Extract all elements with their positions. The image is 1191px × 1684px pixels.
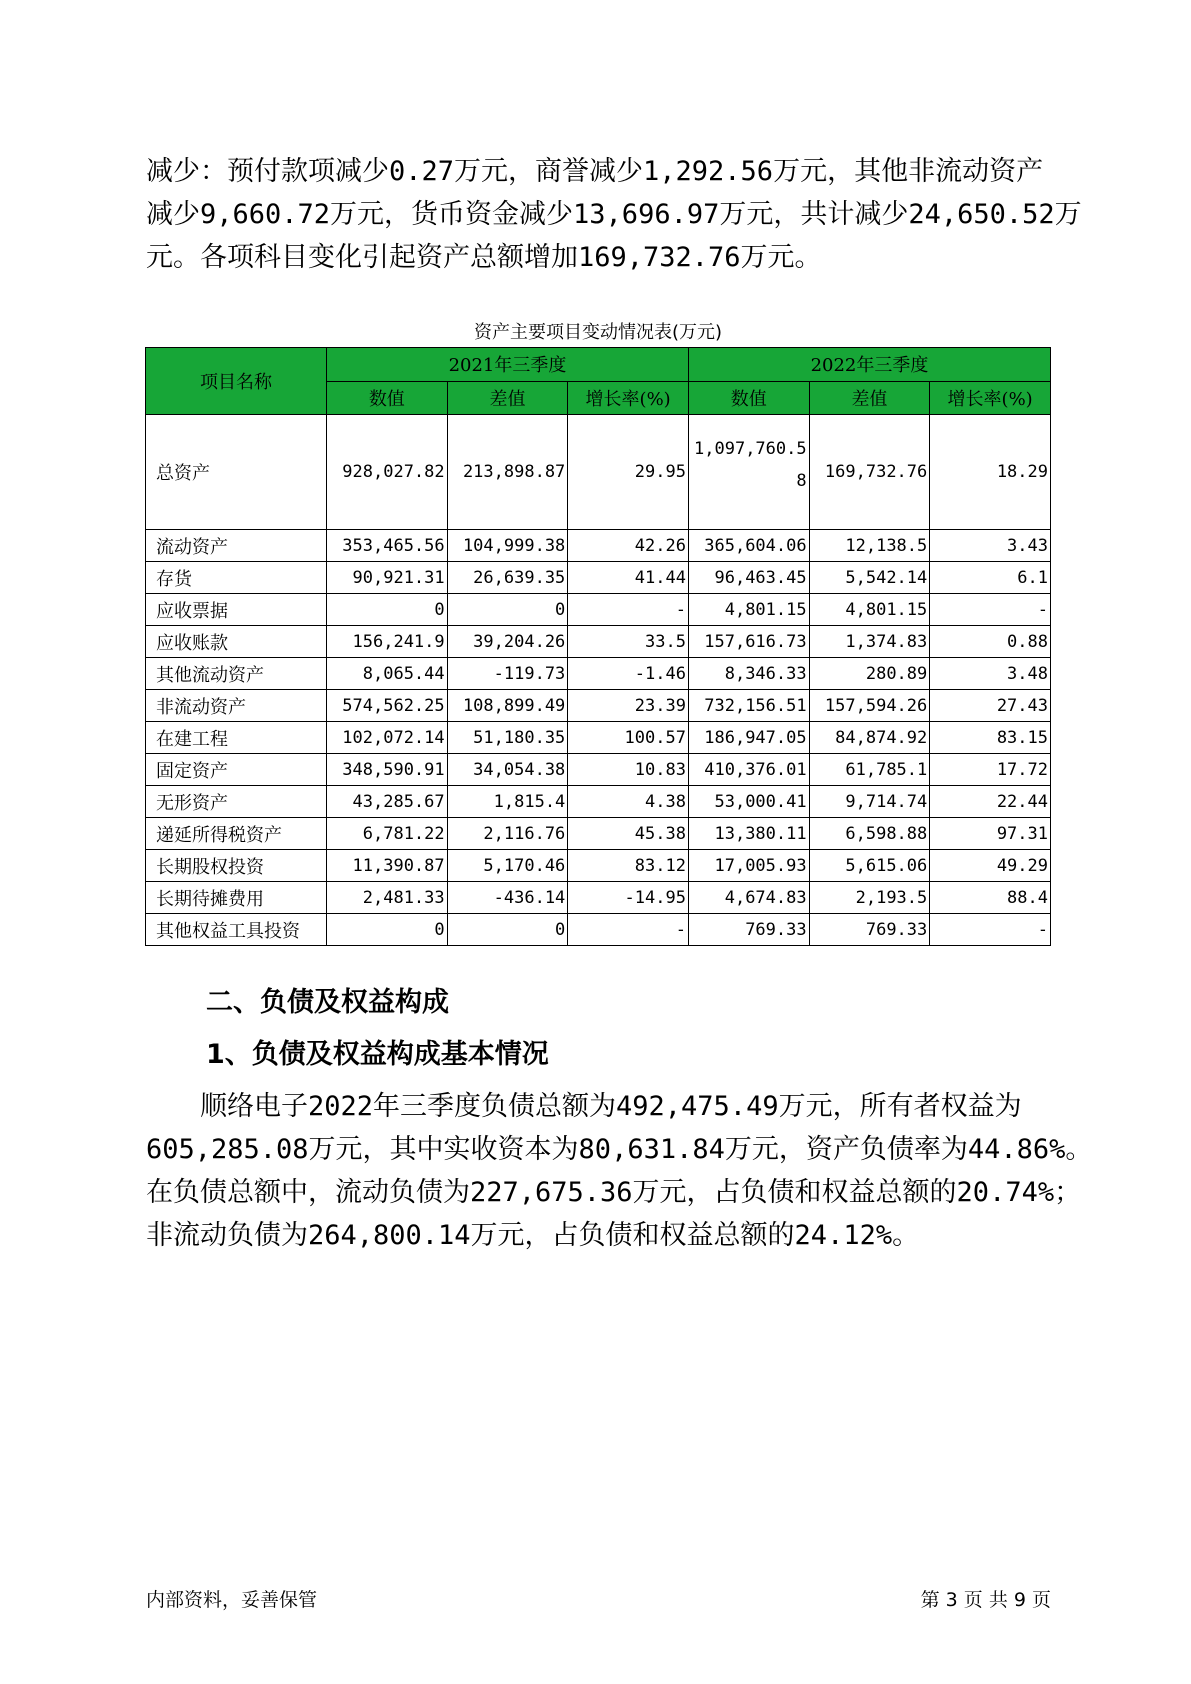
- intro-line-1: 减少：预付款项减少0.27万元，商誉减少1,292.56万元，其他非流动资产: [146, 156, 1044, 187]
- cell-r22: 17.72: [930, 754, 1051, 786]
- table-row: [146, 754, 1051, 786]
- row-label: 固定资产: [146, 754, 327, 786]
- body-paragraph: [146, 1085, 1093, 1257]
- cell-v21: 43,285.67: [326, 786, 447, 818]
- cell-r22: 88.4: [930, 882, 1051, 914]
- cell-v21: 0: [326, 914, 447, 946]
- cell-r22: 6.1: [930, 562, 1051, 594]
- cell-d21: 26,639.35: [447, 562, 568, 594]
- cell-r21: 42.26: [568, 530, 689, 562]
- cell-d21: 34,054.38: [447, 754, 568, 786]
- cell-v22: 13,380.11: [688, 818, 809, 850]
- cell-r22: 49.29: [930, 850, 1051, 882]
- row-label: 应收票据: [146, 594, 327, 626]
- cell-d21: 39,204.26: [447, 626, 568, 658]
- cell-d22: 1,374.83: [809, 626, 930, 658]
- row-label: 总资产: [146, 415, 327, 530]
- col-header-value-2022: 数值: [688, 381, 809, 415]
- asset-change-table: [145, 347, 1051, 946]
- cell-v22: 8,346.33: [688, 658, 809, 690]
- cell-d21: -119.73: [447, 658, 568, 690]
- footer-page-number: 第 3 页 共 9 页: [920, 1589, 1051, 1611]
- table-row: [146, 562, 1051, 594]
- intro-line-3: 元。各项科目变化引起资产总额增加169,732.76万元。: [146, 242, 822, 273]
- cell-d21: 0: [447, 594, 568, 626]
- body-line-1: 顺络电子2022年三季度负债总额为492,475.49万元，所有者权益为: [146, 1091, 1022, 1122]
- col-header-rate-2021: 增长率(%): [568, 381, 689, 415]
- row-label: 长期股权投资: [146, 850, 327, 882]
- cell-d22: 9,714.74: [809, 786, 930, 818]
- row-label: 流动资产: [146, 530, 327, 562]
- cell-d22: 61,785.1: [809, 754, 930, 786]
- table-row: [146, 690, 1051, 722]
- row-label: 递延所得税资产: [146, 818, 327, 850]
- cell-v22: 365,604.06: [688, 530, 809, 562]
- row-label: 非流动资产: [146, 690, 327, 722]
- cell-v21: 0: [326, 594, 447, 626]
- cell-d21: 1,815.4: [447, 786, 568, 818]
- cell-d22: 12,138.5: [809, 530, 930, 562]
- cell-v21: 90,921.31: [326, 562, 447, 594]
- cell-v21: 156,241.9: [326, 626, 447, 658]
- cell-v22: 17,005.93: [688, 850, 809, 882]
- cell-v21: 353,465.56: [326, 530, 447, 562]
- col-header-item-name: 项目名称: [146, 348, 327, 415]
- body-line-4: 非流动负债为264,800.14万元，占负债和权益总额的24.12%。: [146, 1220, 920, 1251]
- cell-d21: 5,170.46: [447, 850, 568, 882]
- table-row: [146, 850, 1051, 882]
- col-group-2022: 2022年三季度: [688, 348, 1050, 382]
- table-row: [146, 818, 1051, 850]
- cell-r21: -1.46: [568, 658, 689, 690]
- cell-r21: -: [568, 594, 689, 626]
- row-label: 其他权益工具投资: [146, 914, 327, 946]
- cell-d22: 84,874.92: [809, 722, 930, 754]
- cell-d22: 769.33: [809, 914, 930, 946]
- row-label: 在建工程: [146, 722, 327, 754]
- cell-d22: 2,193.5: [809, 882, 930, 914]
- row-label: 应收账款: [146, 626, 327, 658]
- cell-d22: 5,615.06: [809, 850, 930, 882]
- section-heading: 二、负债及权益构成: [206, 987, 449, 1018]
- subsection-heading: 1、负债及权益构成基本情况: [206, 1039, 549, 1070]
- cell-v21: 2,481.33: [326, 882, 447, 914]
- col-header-value-2021: 数值: [326, 381, 447, 415]
- cell-r22: 83.15: [930, 722, 1051, 754]
- cell-v22: 769.33: [688, 914, 809, 946]
- table-row: [146, 415, 1051, 530]
- cell-r22: 27.43: [930, 690, 1051, 722]
- table-row: [146, 722, 1051, 754]
- cell-v22: 732,156.51: [688, 690, 809, 722]
- table-row: [146, 626, 1051, 658]
- cell-d22: 157,594.26: [809, 690, 930, 722]
- cell-d21: 213,898.87: [447, 415, 568, 530]
- cell-v21: 6,781.22: [326, 818, 447, 850]
- cell-d21: 108,899.49: [447, 690, 568, 722]
- cell-v21: 8,065.44: [326, 658, 447, 690]
- cell-r21: 100.57: [568, 722, 689, 754]
- table-row: [146, 658, 1051, 690]
- col-header-diff-2021: 差值: [447, 381, 568, 415]
- cell-r22: 97.31: [930, 818, 1051, 850]
- row-label: 其他流动资产: [146, 658, 327, 690]
- intro-line-2: 减少9,660.72万元，货币资金减少13,696.97万元，共计减少24,650.52万: [146, 199, 1082, 230]
- cell-v22: 410,376.01: [688, 754, 809, 786]
- cell-r21: 83.12: [568, 850, 689, 882]
- cell-d21: -436.14: [447, 882, 568, 914]
- cell-v21: 348,590.91: [326, 754, 447, 786]
- cell-d22: 5,542.14: [809, 562, 930, 594]
- cell-v22: 4,801.15: [688, 594, 809, 626]
- cell-v22: 4,674.83: [688, 882, 809, 914]
- cell-r22: 0.88: [930, 626, 1051, 658]
- col-header-diff-2022: 差值: [809, 381, 930, 415]
- cell-d21: 104,999.38: [447, 530, 568, 562]
- row-label: 长期待摊费用: [146, 882, 327, 914]
- body-line-2: 605,285.08万元，其中实收资本为80,631.84万元，资产负债率为44.86%。: [146, 1134, 1093, 1165]
- cell-r21: 29.95: [568, 415, 689, 530]
- cell-r21: 10.83: [568, 754, 689, 786]
- cell-d21: 0: [447, 914, 568, 946]
- row-label: 存货: [146, 562, 327, 594]
- cell-r21: 33.5: [568, 626, 689, 658]
- cell-v22: 157,616.73: [688, 626, 809, 658]
- cell-v22: 1,097,760.58: [688, 415, 809, 530]
- cell-r21: 4.38: [568, 786, 689, 818]
- cell-v21: 11,390.87: [326, 850, 447, 882]
- cell-d22: 4,801.15: [809, 594, 930, 626]
- footer-confidential: 内部资料，妥善保管: [146, 1589, 318, 1611]
- cell-v21: 928,027.82: [326, 415, 447, 530]
- cell-v22: 96,463.45: [688, 562, 809, 594]
- cell-r21: 45.38: [568, 818, 689, 850]
- table-row: [146, 914, 1051, 946]
- cell-r22: -: [930, 914, 1051, 946]
- cell-r22: 3.43: [930, 530, 1051, 562]
- cell-r22: -: [930, 594, 1051, 626]
- row-label: 无形资产: [146, 786, 327, 818]
- cell-d21: 2,116.76: [447, 818, 568, 850]
- cell-v21: 102,072.14: [326, 722, 447, 754]
- table-caption: 资产主要项目变动情况表(万元): [473, 322, 723, 343]
- body-line-3: 在负债总额中，流动负债为227,675.36万元，占负债和权益总额的20.74%；: [146, 1177, 1082, 1208]
- cell-d22: 6,598.88: [809, 818, 930, 850]
- cell-r22: 22.44: [930, 786, 1051, 818]
- cell-d22: 169,732.76: [809, 415, 930, 530]
- cell-r22: 3.48: [930, 658, 1051, 690]
- cell-v22: 186,947.05: [688, 722, 809, 754]
- cell-r21: 23.39: [568, 690, 689, 722]
- cell-r21: -14.95: [568, 882, 689, 914]
- cell-v22: 53,000.41: [688, 786, 809, 818]
- table-row: [146, 882, 1051, 914]
- table-row: [146, 786, 1051, 818]
- cell-r22: 18.29: [930, 415, 1051, 530]
- cell-d22: 280.89: [809, 658, 930, 690]
- table-row: [146, 594, 1051, 626]
- col-header-rate-2022: 增长率(%): [930, 381, 1051, 415]
- table-body: [146, 415, 1051, 946]
- intro-paragraph: [146, 150, 1082, 279]
- col-group-2021: 2021年三季度: [326, 348, 688, 382]
- cell-r21: -: [568, 914, 689, 946]
- cell-r21: 41.44: [568, 562, 689, 594]
- cell-v21: 574,562.25: [326, 690, 447, 722]
- cell-d21: 51,180.35: [447, 722, 568, 754]
- table-row: [146, 530, 1051, 562]
